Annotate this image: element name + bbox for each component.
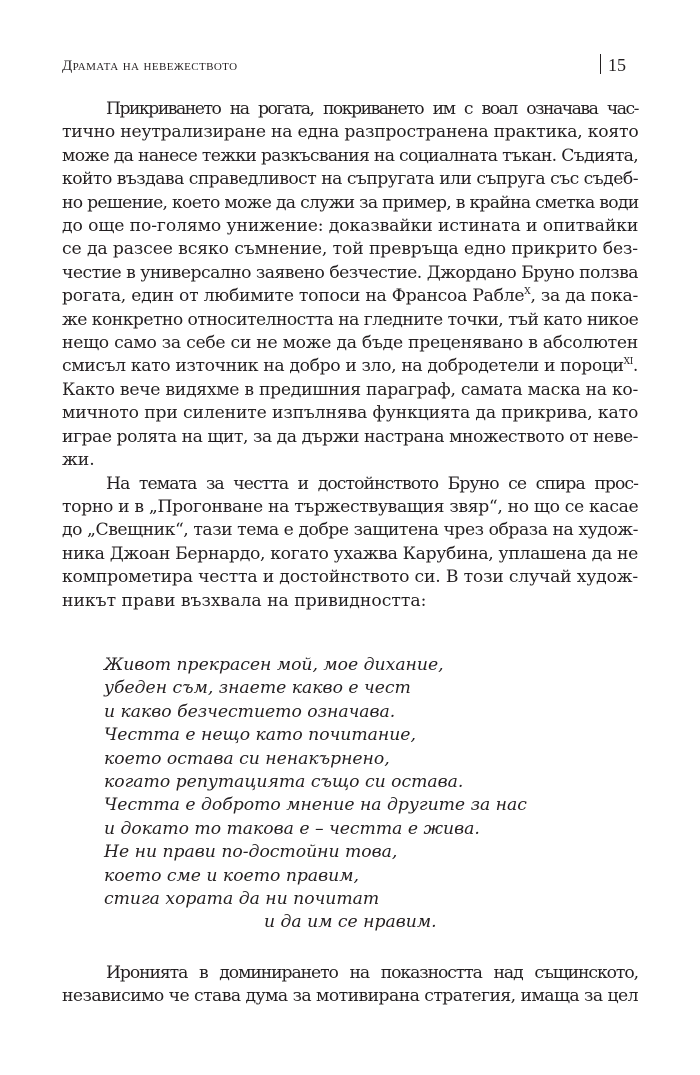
poem-line: Честта е доброто мнение на другите за нас: [104, 795, 527, 816]
text-line: честие в универсално заявено безчестие. Джордано Бруно ползва: [62, 262, 638, 283]
text-line: може да нанесе тежки разкъсвания на социалната тъкан. Съдията,: [62, 145, 639, 166]
text-line-with-footnote: [62, 355, 638, 378]
text-line: жи.: [62, 450, 95, 471]
page-number: [600, 54, 626, 76]
text-line: Както вече видяхме в предишния параграф, самата маска на ко-: [62, 379, 638, 400]
poem-line: Не ни прави по-достойни това,: [104, 842, 398, 863]
poem-line: и докато то такова е – честта е жива.: [104, 818, 480, 839]
text-line: тично неутрализиране на една разпространена практика, която: [62, 122, 639, 143]
text-fragment: смисъл като източник на добро и зло, на добродетели и пороци: [62, 356, 624, 377]
text-line: до още по-голямо унижение: доказвайки истината и опитвайки: [62, 216, 639, 237]
text-fragment: рогата, един от любимите топоси на Франсоа Рабле: [62, 286, 525, 307]
text-line-with-footnote: [62, 285, 638, 308]
closing-paragraph: [62, 962, 638, 1009]
poem-line: когато репутацията също си остава.: [104, 772, 464, 793]
body-text: [62, 98, 638, 613]
page-number-divider: [600, 54, 601, 74]
text-line: Иронията в доминирането на показността над същинското,: [106, 963, 638, 983]
poem-line: и да им се нравим.: [264, 912, 437, 933]
poem-line: Честта е нещо като почитание,: [104, 725, 416, 746]
text-line: же конкретно относителността на гледните точки, тъй като никое: [62, 309, 639, 330]
poem-line: и какво безчестието означава.: [104, 701, 396, 722]
page-number-text: 15: [608, 55, 626, 75]
poem-quote: [104, 654, 527, 935]
text-line: никът прави възхвала на привидността:: [62, 590, 427, 611]
text-line: независимо че става дума за мотивирана стратегия, имаща за цел: [62, 986, 638, 1007]
poem-line: Живот прекрасен мой, мое дихание,: [104, 655, 444, 675]
text-fragment: , за да пока-: [530, 286, 638, 307]
text-line: се да разсее всяко съмнение, той превръща едно прикрито без-: [62, 239, 638, 260]
text-line: играе ролята на щит, за да държи настрана множеството от неве-: [62, 426, 638, 447]
running-title: [62, 58, 238, 75]
text-line: нещо само за себе си не може да бъде преценявано в абсолютен: [62, 333, 638, 354]
poem-line: което остава си ненакърнено,: [104, 748, 390, 769]
text-fragment: .: [632, 356, 638, 377]
poem-line: стига хората да ни почитат: [104, 889, 380, 910]
text-line: мичното при силените изпълнява функцията да прикрива, като: [62, 403, 639, 424]
text-line: торно и в „Прогонване на тържествуващия звяр“, но що се касае: [62, 496, 639, 517]
poem-line: убеден съм, знаете какво е чест: [104, 678, 411, 699]
text-line: до „Свещник“, тази тема е добре защитена чрез образа на худож-: [62, 520, 638, 541]
poem-line: което сме и което правим,: [104, 865, 359, 886]
footnote-marker-x[interactable]: X: [524, 287, 531, 298]
footnote-marker-xi[interactable]: XI: [623, 357, 633, 368]
running-title-text: Драмата на невежеството: [62, 58, 238, 74]
text-line: На темата за честта и достойнството Бруно се спира прос-: [106, 473, 638, 494]
text-line: но решение, което може да служи за пример, в крайна сметка води: [62, 192, 639, 213]
text-line: който въздава справедливост на съпругата или съпруга със съдеб-: [62, 169, 638, 190]
text-line: ника Джоан Бернардо, когато ухажва Карубина, уплашена да не: [62, 543, 639, 564]
text-line: компрометира честта и достойнството си. В този случай худож-: [62, 567, 638, 588]
text-line: Прикриването на рогата, покриването им с воал означава час-: [106, 99, 638, 119]
